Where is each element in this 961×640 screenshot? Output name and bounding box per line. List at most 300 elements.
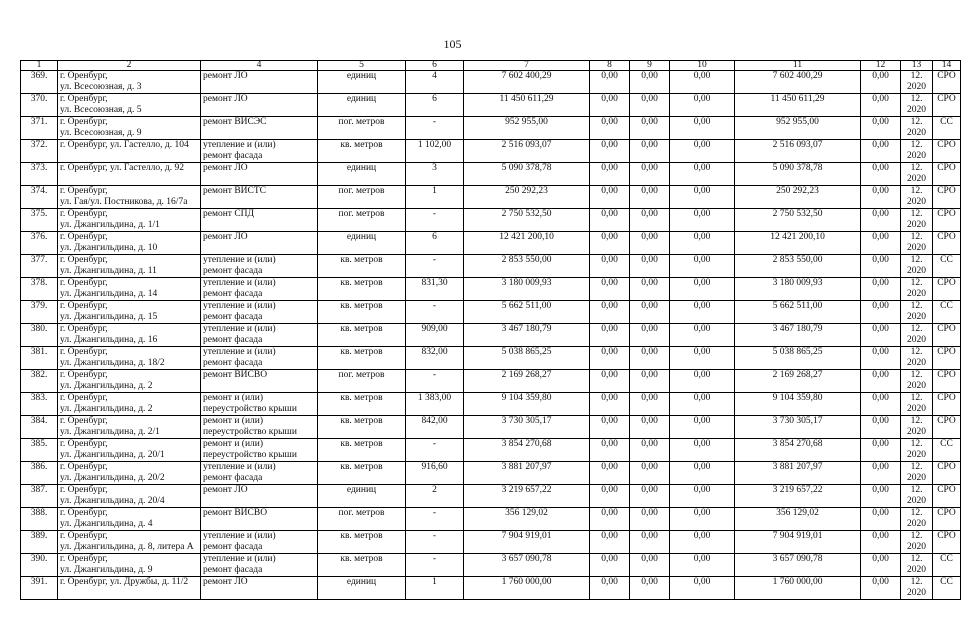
fund-cell: 0,00 [590, 531, 630, 554]
completion-date-cell [901, 347, 933, 370]
table-row [21, 393, 961, 416]
total-cost-cell: 250 292,23 [464, 186, 590, 209]
address-cell-line: г. Оренбург, [60, 255, 108, 265]
work-type-cell-line: ремонт ВИСВО [203, 508, 268, 518]
row-number: 380. [21, 324, 58, 347]
address-cell-line: г. Оренбург, ул. Гастелло, д. 104 [60, 140, 189, 150]
fund-method-cell: СРО [933, 324, 961, 347]
address-cell-line: ул. Всесоюзная, д. 9 [60, 127, 142, 138]
address-cell [58, 117, 201, 140]
completion-date-cell [901, 370, 933, 393]
completion-date-cell-line: 12. [910, 393, 923, 403]
table-row [21, 416, 961, 439]
address-cell-line: ул. Всесоюзная, д. 3 [60, 81, 142, 92]
column-header: 2 [58, 61, 201, 71]
fund-method-cell: СРО [933, 393, 961, 416]
completion-date-cell-line: 12. [910, 439, 923, 449]
header-row [21, 61, 961, 71]
fund-cell: 0,00 [590, 485, 630, 508]
fund-method-cell: СРО [933, 416, 961, 439]
completion-date-cell-line: 12. [910, 255, 923, 265]
local-budget-cell: 0,00 [670, 324, 735, 347]
row-number: 375. [21, 209, 58, 232]
completion-date-cell [901, 485, 933, 508]
completion-date-cell-line: 12. [910, 324, 923, 334]
unit-cell: кв. метров [318, 439, 406, 462]
fund-method-cell: СРО [933, 485, 961, 508]
table-row [21, 94, 961, 117]
address-cell [58, 416, 201, 439]
budget-cell: 0,00 [630, 416, 670, 439]
address-cell-line: ул. Джангильдина, д. 1/1 [60, 219, 160, 230]
table-row [21, 554, 961, 577]
completion-date-cell-line: 2020 [907, 449, 926, 460]
total-cost-cell: 3 657 090,78 [464, 554, 590, 577]
other-funds-cell: 0,00 [861, 462, 901, 485]
budget-cell: 0,00 [630, 163, 670, 186]
completion-date-cell-line: 2020 [907, 518, 926, 529]
work-type-cell [201, 255, 318, 278]
column-header: 8 [590, 61, 630, 71]
local-budget-cell: 0,00 [670, 140, 735, 163]
page-number: 105 [443, 37, 462, 51]
completion-date-cell [901, 462, 933, 485]
table-row [21, 209, 961, 232]
address-cell [58, 163, 201, 186]
budget-cell: 0,00 [630, 186, 670, 209]
work-type-cell-line: утепление и (или) [203, 531, 276, 541]
work-type-cell [201, 393, 318, 416]
address-cell-line: ул. Джангильдина, д. 2/1 [60, 426, 160, 437]
row-number: 384. [21, 416, 58, 439]
table-row [21, 71, 961, 94]
work-type-cell [201, 71, 318, 94]
owner-funds-cell: 7 602 400,29 [735, 71, 861, 94]
address-cell-line: г. Оренбург, [60, 485, 108, 495]
completion-date-cell [901, 508, 933, 531]
owner-funds-cell: 356 129,02 [735, 508, 861, 531]
quantity-cell: 6 [406, 94, 464, 117]
work-type-cell [201, 439, 318, 462]
address-cell [58, 232, 201, 255]
local-budget-cell: 0,00 [670, 117, 735, 140]
address-cell-line: г. Оренбург, [60, 554, 108, 564]
work-type-cell-line: ремонт и (или) [203, 416, 264, 426]
column-header: 7 [464, 61, 590, 71]
budget-cell: 0,00 [630, 71, 670, 94]
fund-method-cell: СРО [933, 531, 961, 554]
quantity-cell: - [406, 255, 464, 278]
work-type-cell-line: утепление и (или) [203, 301, 276, 311]
completion-date-cell-line: 12. [910, 94, 923, 104]
table-row [21, 439, 961, 462]
address-cell-line: ул. Всесоюзная, д. 5 [60, 104, 142, 115]
completion-date-cell-line: 12. [910, 577, 923, 587]
total-cost-cell: 3 180 009,93 [464, 278, 590, 301]
owner-funds-cell: 2 516 093,07 [735, 140, 861, 163]
budget-cell: 0,00 [630, 393, 670, 416]
completion-date-cell [901, 232, 933, 255]
address-cell-line: ул. Гая/ул. Постникова, д. 16/7а [60, 196, 188, 207]
fund-cell: 0,00 [590, 94, 630, 117]
budget-cell: 0,00 [630, 94, 670, 117]
budget-cell: 0,00 [630, 577, 670, 600]
other-funds-cell: 0,00 [861, 186, 901, 209]
local-budget-cell: 0,00 [670, 255, 735, 278]
work-type-cell-line: ремонт и (или) [203, 439, 264, 449]
fund-method-cell: СРО [933, 71, 961, 94]
owner-funds-cell: 3 219 657,22 [735, 485, 861, 508]
local-budget-cell: 0,00 [670, 209, 735, 232]
total-cost-cell: 3 467 180,79 [464, 324, 590, 347]
work-type-cell-line: утепление и (или) [203, 324, 276, 334]
completion-date-cell-line: 2020 [907, 127, 926, 138]
address-cell-line: ул. Джангильдина, д. 18/2 [60, 357, 165, 368]
budget-cell: 0,00 [630, 531, 670, 554]
unit-cell: единиц [318, 71, 406, 94]
owner-funds-cell: 2 853 550,00 [735, 255, 861, 278]
fund-cell: 0,00 [590, 416, 630, 439]
column-header: 11 [735, 61, 861, 71]
unit-cell: кв. метров [318, 278, 406, 301]
unit-cell: единиц [318, 232, 406, 255]
total-cost-cell: 5 090 378,78 [464, 163, 590, 186]
owner-funds-cell: 11 450 611,29 [735, 94, 861, 117]
fund-cell: 0,00 [590, 370, 630, 393]
work-type-cell-line: ремонт ЛО [203, 71, 248, 81]
other-funds-cell: 0,00 [861, 393, 901, 416]
column-header: 12 [861, 61, 901, 71]
quantity-cell: - [406, 508, 464, 531]
owner-funds-cell: 12 421 200,10 [735, 232, 861, 255]
local-budget-cell: 0,00 [670, 531, 735, 554]
completion-date-cell [901, 186, 933, 209]
fund-method-cell: СРО [933, 462, 961, 485]
column-header: 1 [21, 61, 58, 71]
work-type-cell-line: ремонт фасада [203, 311, 263, 322]
local-budget-cell: 0,00 [670, 554, 735, 577]
work-type-cell [201, 370, 318, 393]
quantity-cell: 2 [406, 485, 464, 508]
fund-cell: 0,00 [590, 324, 630, 347]
work-type-cell [201, 485, 318, 508]
budget-cell: 0,00 [630, 554, 670, 577]
completion-date-cell-line: 2020 [907, 173, 926, 184]
owner-funds-cell: 5 662 511,00 [735, 301, 861, 324]
work-type-cell-line: ремонт ЛО [203, 485, 248, 495]
address-cell-line: ул. Джангильдина, д. 11 [60, 265, 157, 276]
work-type-cell [201, 324, 318, 347]
quantity-cell: - [406, 531, 464, 554]
budget-cell: 0,00 [630, 301, 670, 324]
completion-date-cell [901, 209, 933, 232]
fund-method-cell: СС [933, 117, 961, 140]
work-type-cell [201, 301, 318, 324]
fund-cell: 0,00 [590, 209, 630, 232]
table-row [21, 232, 961, 255]
fund-cell: 0,00 [590, 140, 630, 163]
address-cell [58, 209, 201, 232]
column-header: 6 [406, 61, 464, 71]
address-cell-line: ул. Джангильдина, д. 20/4 [60, 495, 165, 506]
local-budget-cell: 0,00 [670, 278, 735, 301]
completion-date-cell [901, 439, 933, 462]
budget-cell: 0,00 [630, 278, 670, 301]
total-cost-cell: 7 904 919,01 [464, 531, 590, 554]
owner-funds-cell: 5 090 378,78 [735, 163, 861, 186]
completion-date-cell-line: 2020 [907, 564, 926, 575]
work-type-cell-line: ремонт фасада [203, 472, 263, 483]
row-number: 379. [21, 301, 58, 324]
table-row [21, 140, 961, 163]
completion-date-cell [901, 255, 933, 278]
work-type-cell-line: утепление и (или) [203, 278, 276, 288]
completion-date-cell-line: 2020 [907, 288, 926, 299]
work-type-cell-line: утепление и (или) [203, 462, 276, 472]
unit-cell: кв. метров [318, 416, 406, 439]
row-number: 378. [21, 278, 58, 301]
address-cell-line: г. Оренбург, ул. Гастелло, д. 92 [60, 163, 184, 173]
table-row [21, 301, 961, 324]
completion-date-cell-line: 12. [910, 232, 923, 242]
address-cell-line: г. Оренбург, [60, 186, 108, 196]
completion-date-cell [901, 577, 933, 600]
fund-method-cell: СС [933, 554, 961, 577]
completion-date-cell [901, 416, 933, 439]
local-budget-cell: 0,00 [670, 71, 735, 94]
completion-date-cell-line: 12. [910, 531, 923, 541]
quantity-cell: 6 [406, 232, 464, 255]
fund-cell: 0,00 [590, 462, 630, 485]
total-cost-cell: 2 516 093,07 [464, 140, 590, 163]
fund-method-cell: СС [933, 301, 961, 324]
work-type-cell [201, 209, 318, 232]
address-cell-line: ул. Джангильдина, д. 15 [60, 311, 158, 322]
column-header: 13 [901, 61, 933, 71]
completion-date-cell-line: 2020 [907, 587, 926, 598]
row-number: 390. [21, 554, 58, 577]
quantity-cell: 1 [406, 577, 464, 600]
fund-method-cell: СРО [933, 163, 961, 186]
work-type-cell-line: ремонт фасада [203, 288, 263, 299]
quantity-cell: 916,60 [406, 462, 464, 485]
completion-date-cell-line: 12. [910, 554, 923, 564]
address-cell-line: ул. Джангильдина, д. 2 [60, 403, 153, 414]
fund-method-cell: СРО [933, 278, 961, 301]
fund-cell: 0,00 [590, 439, 630, 462]
fund-cell: 0,00 [590, 554, 630, 577]
completion-date-cell-line: 2020 [907, 196, 926, 207]
total-cost-cell: 7 602 400,29 [464, 71, 590, 94]
address-cell-line: г. Оренбург, [60, 324, 108, 334]
other-funds-cell: 0,00 [861, 163, 901, 186]
quantity-cell: - [406, 554, 464, 577]
table-row [21, 163, 961, 186]
work-type-cell-line: ремонт ЛО [203, 94, 248, 104]
address-cell-line: г. Оренбург, [60, 439, 108, 449]
total-cost-cell: 9 104 359,80 [464, 393, 590, 416]
unit-cell: пог. метров [318, 209, 406, 232]
unit-cell: кв. метров [318, 324, 406, 347]
address-cell [58, 508, 201, 531]
quantity-cell: 1 383,00 [406, 393, 464, 416]
completion-date-cell-line: 12. [910, 508, 923, 518]
local-budget-cell: 0,00 [670, 393, 735, 416]
work-type-cell-line: переустройство крыши [203, 426, 297, 437]
other-funds-cell: 0,00 [861, 347, 901, 370]
table-row [21, 186, 961, 209]
unit-cell: кв. метров [318, 393, 406, 416]
unit-cell: единиц [318, 485, 406, 508]
completion-date-cell-line: 12. [910, 347, 923, 357]
work-type-cell [201, 163, 318, 186]
address-cell [58, 140, 201, 163]
other-funds-cell: 0,00 [861, 577, 901, 600]
total-cost-cell: 5 038 865,25 [464, 347, 590, 370]
total-cost-cell: 3 881 207,97 [464, 462, 590, 485]
work-type-cell [201, 531, 318, 554]
completion-date-cell [901, 278, 933, 301]
fund-cell: 0,00 [590, 508, 630, 531]
work-type-cell [201, 140, 318, 163]
owner-funds-cell: 9 104 359,80 [735, 393, 861, 416]
completion-date-cell [901, 554, 933, 577]
total-cost-cell: 3 730 305,17 [464, 416, 590, 439]
address-cell-line: г. Оренбург, [60, 416, 108, 426]
address-cell [58, 71, 201, 94]
address-cell-line: г. Оренбург, [60, 278, 108, 288]
completion-date-cell [901, 324, 933, 347]
unit-cell: единиц [318, 577, 406, 600]
address-cell [58, 278, 201, 301]
work-type-cell [201, 117, 318, 140]
row-number: 385. [21, 439, 58, 462]
work-type-cell-line: ремонт ВИСЭС [203, 117, 267, 127]
address-cell-line: г. Оренбург, [60, 117, 108, 127]
local-budget-cell: 0,00 [670, 462, 735, 485]
work-type-cell-line: ремонт фасада [203, 150, 263, 161]
fund-cell: 0,00 [590, 232, 630, 255]
table-row [21, 278, 961, 301]
table-row [21, 117, 961, 140]
other-funds-cell: 0,00 [861, 71, 901, 94]
quantity-cell: 1 [406, 186, 464, 209]
completion-date-cell-line: 2020 [907, 242, 926, 253]
work-type-cell-line: ремонт фасада [203, 334, 263, 345]
work-type-cell [201, 186, 318, 209]
other-funds-cell: 0,00 [861, 508, 901, 531]
owner-funds-cell: 2 169 268,27 [735, 370, 861, 393]
fund-method-cell: СС [933, 577, 961, 600]
fund-method-cell: СРО [933, 209, 961, 232]
completion-date-cell [901, 531, 933, 554]
address-cell [58, 577, 201, 600]
total-cost-cell: 3 854 270,68 [464, 439, 590, 462]
fund-method-cell: СС [933, 439, 961, 462]
owner-funds-cell: 3 730 305,17 [735, 416, 861, 439]
owner-funds-cell: 3 881 207,97 [735, 462, 861, 485]
quantity-cell: - [406, 117, 464, 140]
table-body [21, 61, 961, 600]
address-cell [58, 485, 201, 508]
total-cost-cell: 2 750 532,50 [464, 209, 590, 232]
local-budget-cell: 0,00 [670, 439, 735, 462]
local-budget-cell: 0,00 [670, 370, 735, 393]
quantity-cell: - [406, 301, 464, 324]
budget-cell: 0,00 [630, 462, 670, 485]
column-header: 9 [630, 61, 670, 71]
owner-funds-cell: 3 180 009,93 [735, 278, 861, 301]
completion-date-cell-line: 2020 [907, 472, 926, 483]
other-funds-cell: 0,00 [861, 255, 901, 278]
fund-method-cell: СРО [933, 94, 961, 117]
address-cell-line: г. Оренбург, [60, 347, 108, 357]
row-number: 371. [21, 117, 58, 140]
other-funds-cell: 0,00 [861, 416, 901, 439]
quantity-cell: - [406, 209, 464, 232]
completion-date-cell-line: 12. [910, 416, 923, 426]
address-cell [58, 393, 201, 416]
other-funds-cell: 0,00 [861, 439, 901, 462]
unit-cell: пог. метров [318, 117, 406, 140]
fund-method-cell: СРО [933, 186, 961, 209]
local-budget-cell: 0,00 [670, 577, 735, 600]
other-funds-cell: 0,00 [861, 301, 901, 324]
work-type-cell [201, 577, 318, 600]
completion-date-cell-line: 12. [910, 71, 923, 81]
budget-cell: 0,00 [630, 117, 670, 140]
address-cell [58, 554, 201, 577]
address-cell-line: ул. Джангильдина, д. 10 [60, 242, 158, 253]
completion-date-cell [901, 94, 933, 117]
other-funds-cell: 0,00 [861, 531, 901, 554]
work-type-cell-line: ремонт ЛО [203, 163, 248, 173]
row-number: 376. [21, 232, 58, 255]
completion-date-cell-line: 2020 [907, 81, 926, 92]
other-funds-cell: 0,00 [861, 278, 901, 301]
owner-funds-cell: 3 854 270,68 [735, 439, 861, 462]
unit-cell: кв. метров [318, 531, 406, 554]
address-cell [58, 94, 201, 117]
work-type-cell [201, 278, 318, 301]
local-budget-cell: 0,00 [670, 163, 735, 186]
work-type-cell-line: ремонт фасада [203, 564, 263, 575]
unit-cell: кв. метров [318, 462, 406, 485]
completion-date-cell-line: 2020 [907, 265, 926, 276]
work-type-cell [201, 508, 318, 531]
fund-cell: 0,00 [590, 577, 630, 600]
work-type-cell-line: утепление и (или) [203, 255, 276, 265]
row-number: 377. [21, 255, 58, 278]
table-row [21, 508, 961, 531]
row-number: 373. [21, 163, 58, 186]
address-cell [58, 347, 201, 370]
fund-method-cell: СРО [933, 140, 961, 163]
quantity-cell: - [406, 370, 464, 393]
completion-date-cell [901, 393, 933, 416]
address-cell-line: г. Оренбург, [60, 393, 108, 403]
address-cell-line: ул. Джангильдина, д. 9 [60, 564, 153, 575]
other-funds-cell: 0,00 [861, 324, 901, 347]
budget-cell: 0,00 [630, 209, 670, 232]
other-funds-cell: 0,00 [861, 554, 901, 577]
work-type-cell-line: утепление и (или) [203, 140, 276, 150]
work-type-cell [201, 232, 318, 255]
total-cost-cell: 3 219 657,22 [464, 485, 590, 508]
unit-cell: пог. метров [318, 186, 406, 209]
owner-funds-cell: 250 292,23 [735, 186, 861, 209]
address-cell [58, 370, 201, 393]
